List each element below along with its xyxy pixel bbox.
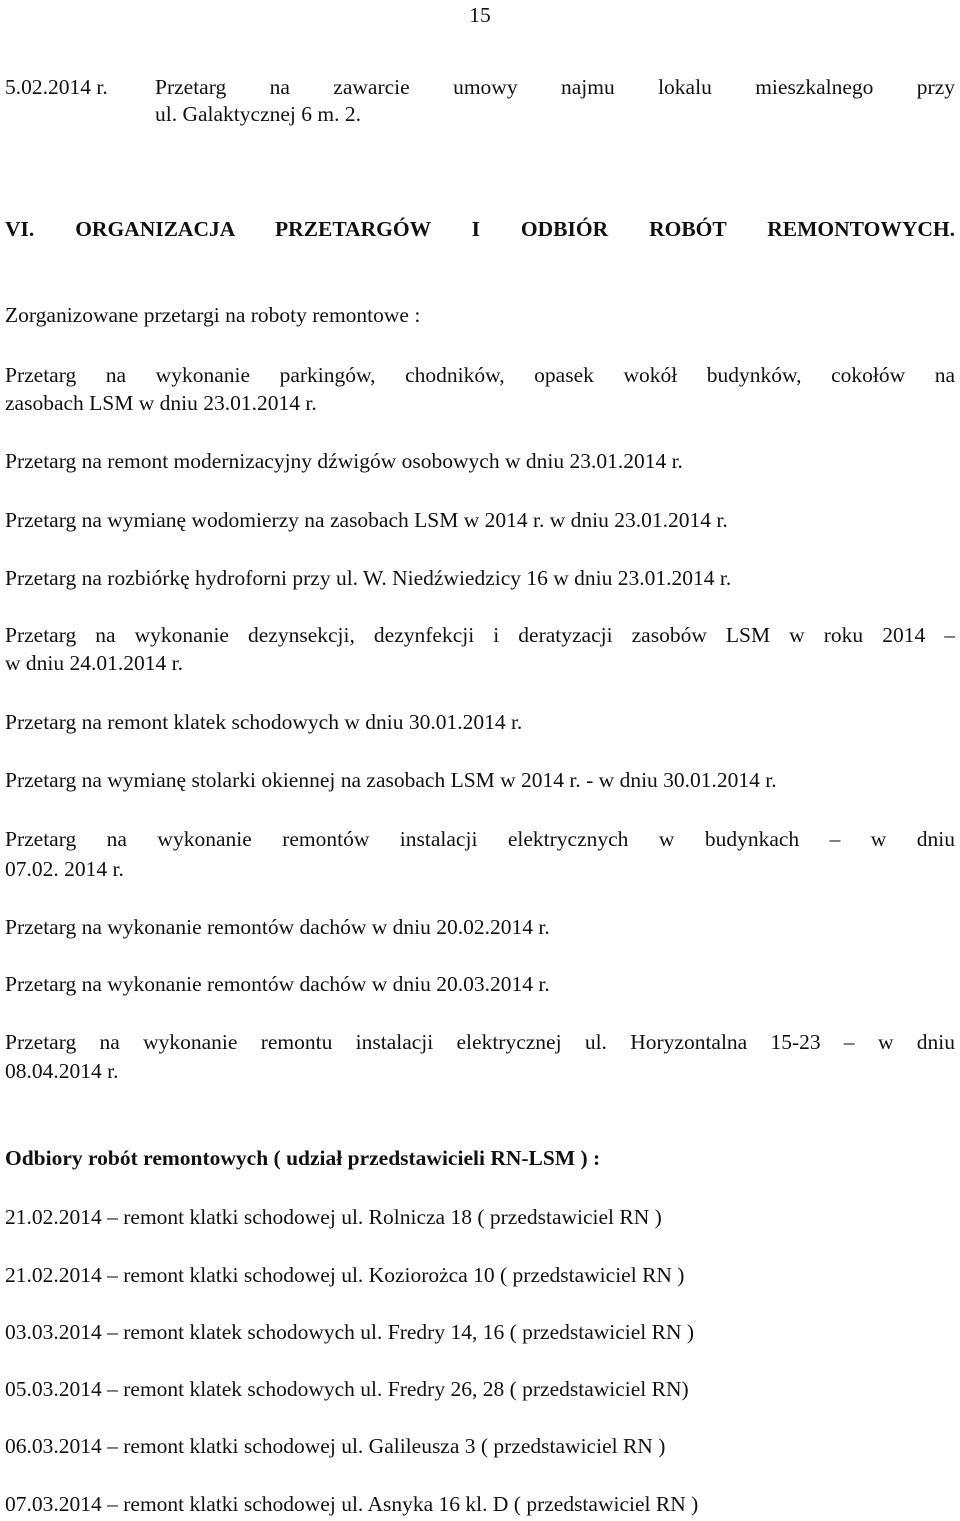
- inspection-item: [5, 1491, 698, 1517]
- inspection-date: 21.02.2014 –: [5, 1263, 118, 1287]
- inspection-item: [5, 1376, 689, 1402]
- tender-item-7: Przetarg na wymianę stolarki okiennej na zasobach LSM w 2014 r. - w dniu 30.01.2014 r.: [5, 768, 777, 792]
- tender-item-10: Przetarg na wykonanie remontów dachów w dniu 20.03.2014 r.: [5, 972, 550, 996]
- tender-item-1-line2: zasobach LSM w dniu 23.01.2014 r.: [5, 391, 317, 415]
- inspection-item: [5, 1433, 665, 1459]
- inspection-text: remont klatek schodowych ul. Fredry 26, 28 ( przedstawiciel RN): [123, 1377, 689, 1401]
- inspection-date: 07.03.2014 –: [5, 1492, 118, 1516]
- inspection-date: 05.03.2014 –: [5, 1377, 118, 1401]
- inspection-item: [5, 1204, 662, 1230]
- tender-item-1-line1: Przetarg na wykonanie parkingów, chodników, opasek wokół budynków, cokołów na: [5, 363, 955, 387]
- inspection-date: 21.02.2014 –: [5, 1205, 118, 1229]
- inspection-item: [5, 1319, 694, 1345]
- tender-item-11-line1: Przetarg na wykonanie remontu instalacji elektrycznej ul. Horyzontalna 15-23 – w dniu: [5, 1030, 955, 1054]
- tender-item-8-line2: 07.02. 2014 r.: [5, 857, 124, 881]
- tender-intro-line2: ul. Galaktycznej 6 m. 2.: [155, 102, 361, 126]
- tender-item-11-line2: 08.04.2014 r.: [5, 1059, 119, 1083]
- inspection-date: 03.03.2014 –: [5, 1320, 118, 1344]
- tender-item-9: Przetarg na wykonanie remontów dachów w dniu 20.02.2014 r.: [5, 915, 550, 939]
- tender-intro-date: 5.02.2014 r.: [5, 75, 108, 99]
- tender-intro-line1: Przetarg na zawarcie umowy najmu lokalu mieszkalnego przy: [155, 75, 955, 99]
- inspection-date: 06.03.2014 –: [5, 1434, 118, 1458]
- tender-item-3: Przetarg na wymianę wodomierzy na zasobach LSM w 2014 r. w dniu 23.01.2014 r.: [5, 508, 728, 532]
- inspection-text: remont klatki schodowej ul. Rolnicza 18 ( przedstawiciel RN ): [123, 1205, 662, 1229]
- tender-item-6: Przetarg na remont klatek schodowych w dniu 30.01.2014 r.: [5, 710, 523, 734]
- inspection-item: [5, 1262, 684, 1288]
- page-number: 15: [469, 3, 491, 27]
- inspection-text: remont klatki schodowej ul. Asnyka 16 kl. D ( przedstawiciel RN ): [123, 1492, 699, 1516]
- inspection-text: remont klatek schodowych ul. Fredry 14, 16 ( przedstawiciel RN ): [123, 1320, 695, 1344]
- inspection-text: remont klatki schodowej ul. Galileusza 3 ( przedstawiciel RN ): [123, 1434, 666, 1458]
- inspections-heading: Odbiory robót remontowych ( udział przedstawicieli RN-LSM ) :: [5, 1146, 601, 1170]
- tenders-heading: Zorganizowane przetargi na roboty remontowe :: [5, 303, 421, 327]
- inspection-text: remont klatki schodowej ul. Koziorożca 10 ( przedstawiciel RN ): [123, 1263, 685, 1287]
- tender-item-5-line1: Przetarg na wykonanie dezynsekcji, dezynfekcji i deratyzacji zasobów LSM w roku 2014 –: [5, 623, 955, 647]
- tender-item-2: Przetarg na remont modernizacyjny dźwigów osobowych w dniu 23.01.2014 r.: [5, 449, 683, 473]
- tender-item-8-line1: Przetarg na wykonanie remontów instalacji elektrycznych w budynkach – w dniu: [5, 827, 955, 851]
- section-heading: VI. ORGANIZACJA PRZETARGÓW I ODBIÓR ROBÓT REMONTOWYCH.: [5, 217, 955, 241]
- tender-intro: [5, 74, 955, 100]
- tender-item-4: Przetarg na rozbiórkę hydroforni przy ul. W. Niedźwiedzicy 16 w dniu 23.01.2014 r.: [5, 566, 732, 590]
- tender-item-5-line2: w dniu 24.01.2014 r.: [5, 651, 183, 675]
